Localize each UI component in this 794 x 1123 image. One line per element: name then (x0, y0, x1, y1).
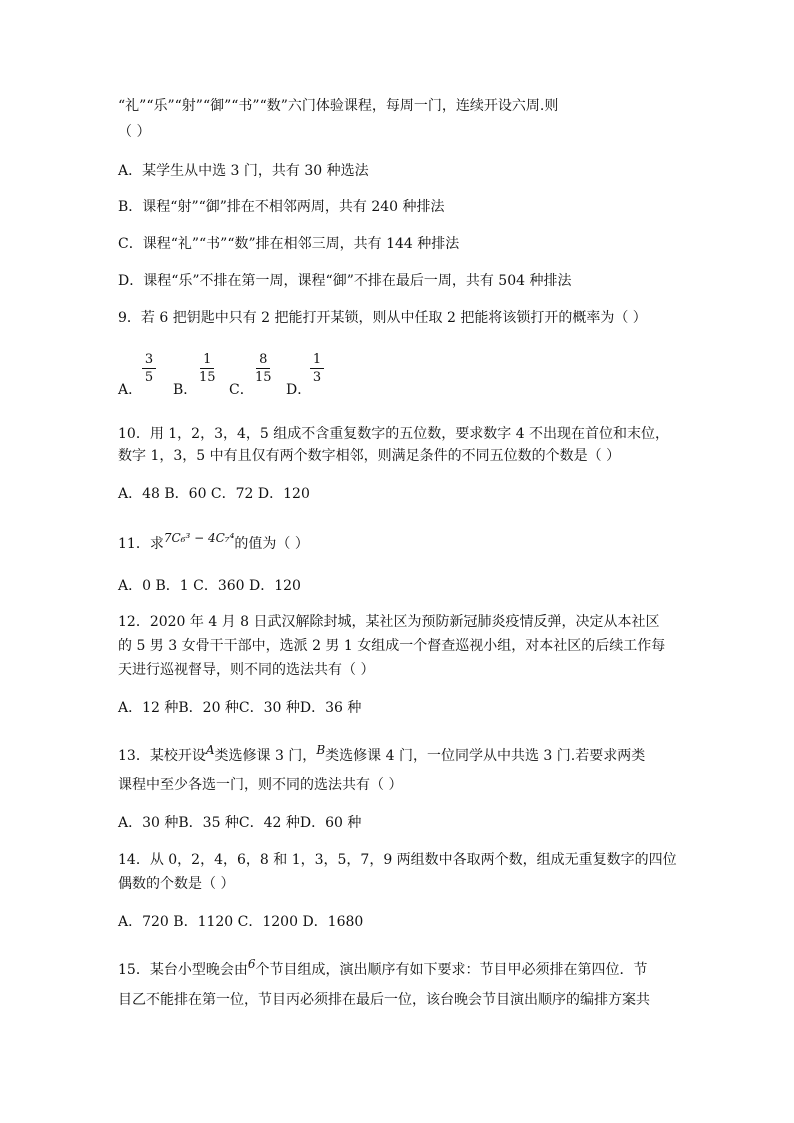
q11-suffix: 的值为（ ） (234, 536, 309, 552)
q8-option-c: C．课程“礼”“书”“数”排在相邻三周，共有 144 种排法 (118, 236, 460, 252)
q8-option-b: B．课程“射”“御”排在不相邻两周，共有 240 种排法 (118, 199, 445, 215)
fraction-bar (256, 368, 270, 369)
q14-options: A．720 B．1120 C．1200 D．1680 (118, 914, 364, 930)
q15-number: 6 (247, 957, 256, 971)
q9-option-d-fraction (310, 352, 324, 385)
q13-var-a: A (205, 743, 215, 757)
q12-stem-line3: 天进行巡视督导，则不同的选法共有（ ） (118, 662, 375, 678)
q12-stem-line2: 的 5 男 3 女骨干干部中，选派 2 男 1 女组成一个督查巡视小组，对本社区的后续工作每 (118, 638, 666, 654)
denominator: 15 (199, 370, 216, 385)
q15-stem-line1 (118, 957, 648, 980)
q9-option-c-label: C． (229, 382, 254, 398)
denominator: 15 (255, 370, 272, 385)
q9-option-d-label: D． (286, 382, 312, 398)
q15-part2: 个节目组成，演出顺序有如下要求：节目甲必须排在第四位．节 (255, 962, 648, 978)
q13-stem-line2: 课程中至少各选一门，则不同的选法共有（ ） (118, 777, 403, 793)
q13-stem-line1 (118, 743, 646, 766)
q9-option-a-fraction (142, 352, 156, 385)
q9-option-a-label: A． (118, 382, 143, 398)
denominator: 5 (144, 370, 154, 385)
q8-stem-line1: “礼”“乐”“射”“御”“书”“数”六门体验课程，每周一门，连续开设六周.则 (118, 98, 559, 114)
fraction-bar (200, 368, 214, 369)
q9-stem: 9．若 6 把钥匙中只有 2 把能打开某锁，则从中任取 2 把能将该锁打开的概率为（ ） (118, 310, 647, 326)
q14-stem-line1: 14．从 0，2，4，6，8 和 1，3，5，7，9 两组数中各取两个数，组成无重复数字的四位 (118, 852, 677, 868)
numerator: 1 (203, 352, 212, 367)
q15-part1: 15．某台小型晚会由 (118, 962, 248, 978)
q15-stem-line2: 目乙不能排在第一位，节目丙必须排在最后一位，该台晚会节目演出顺序的编排方案共 (118, 992, 650, 1008)
q11-options: A．0 B．1 C．360 D．120 (118, 578, 301, 594)
q8-option-a: A．某学生从中选 3 门，共有 30 种选法 (118, 163, 369, 179)
q10-stem-line1: 10．用 1，2，3，4，5 组成不含重复数字的五位数，要求数字 4 不出现在首位和末位， (118, 426, 670, 442)
q8-option-d: D．课程“乐”不排在第一周，课程“御”不排在最后一周，共有 504 种排法 (118, 273, 572, 289)
q9-option-b-label: B． (173, 382, 198, 398)
q9-option-c-fraction (255, 352, 272, 385)
q9-option-b-fraction (199, 352, 216, 385)
q8-stem-line2: （ ） (118, 124, 151, 140)
fraction-bar (142, 368, 156, 369)
q12-options: A．12 种B．20 种C．30 种D．36 种 (118, 700, 362, 716)
q11-prefix: 11．求 (118, 536, 164, 552)
q11-expression: 7C₆³ − 4C₇⁴ (163, 531, 235, 545)
numerator: 8 (259, 352, 268, 367)
q12-stem-line1: 12．2020 年 4 月 8 日武汉解除封城，某社区为预防新冠肺炎疫情反弹，决定从本社区 (118, 614, 660, 630)
numerator: 3 (144, 352, 154, 367)
q14-stem-line2: 偶数的个数是（ ） (118, 876, 235, 892)
q10-stem-line2: 数字 1，3，5 中有且仅有两个数字相邻，则满足条件的不同五位数的个数是（ ） (118, 448, 621, 464)
fraction-bar (310, 368, 324, 369)
q13-part3: 类选修课 4 门，一位同学从中共选 3 门.若要求两类 (325, 748, 646, 764)
q13-options: A．30 种B．35 种C．42 种D．60 种 (118, 815, 362, 831)
q13-part1: 13．某校开设 (118, 748, 206, 764)
q13-part2: 类选修课 3 门， (214, 748, 317, 764)
q13-var-b: B (316, 743, 326, 757)
denominator: 3 (312, 370, 322, 385)
q10-options: A．48 B．60 C．72 D．120 (118, 486, 310, 502)
q11-stem (118, 531, 309, 554)
numerator: 1 (312, 352, 322, 367)
